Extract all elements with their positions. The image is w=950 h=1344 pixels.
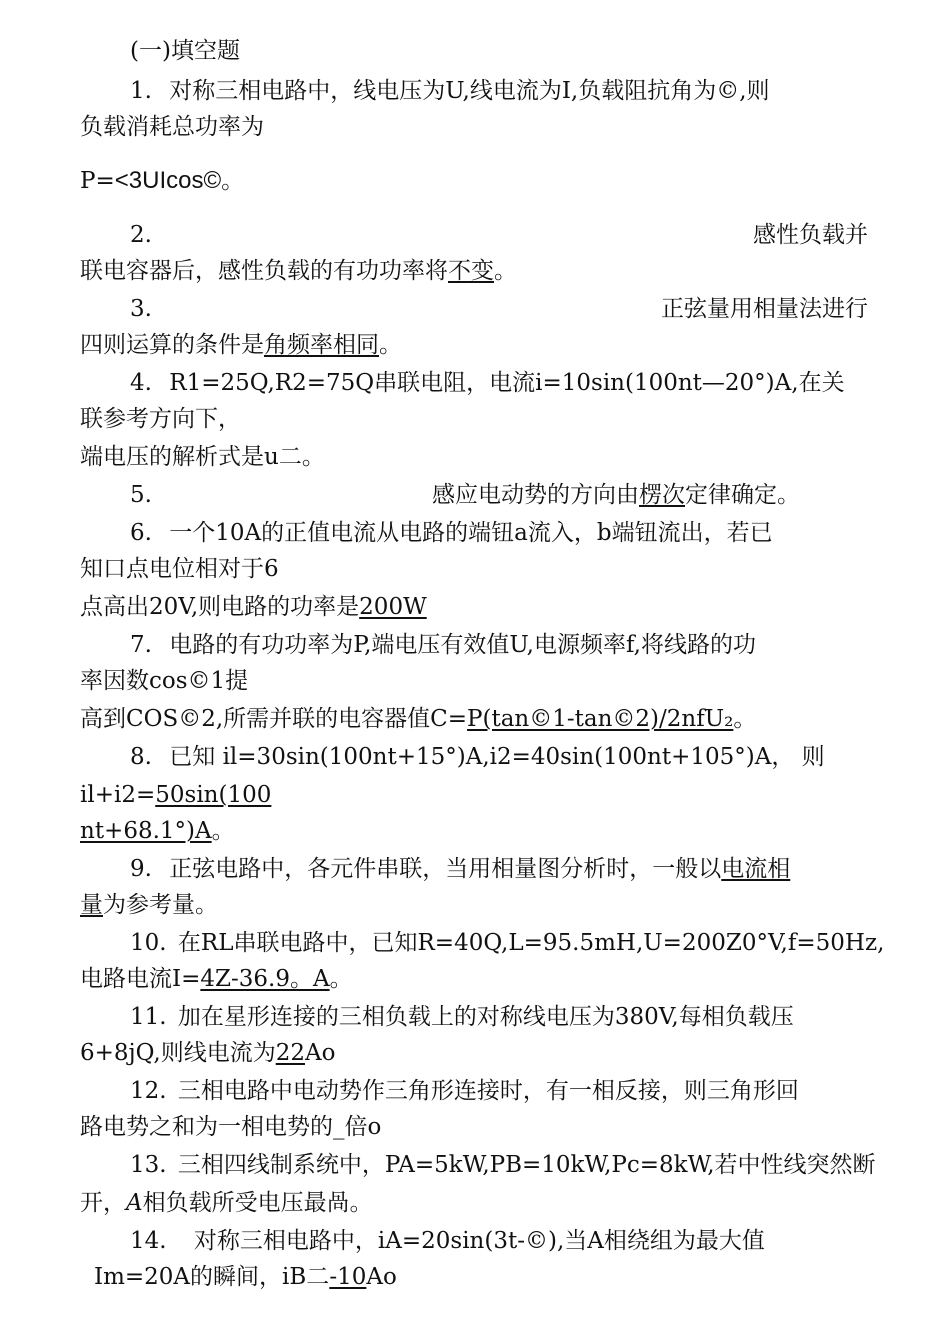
question-number: 11. <box>130 1004 167 1030</box>
question-13-line-2 <box>80 1188 373 1218</box>
question-text: 电路的有功功率为P,端电压有效值U,电源频率f,将线路的功 <box>169 632 756 658</box>
question-6-line-3 <box>80 592 427 622</box>
question-7-line-2: 率因数cos©1提 <box>80 668 249 694</box>
question-text: 。 <box>494 258 517 284</box>
question-number: 9. <box>130 856 152 882</box>
question-8-line-3 <box>80 816 235 846</box>
question-number: 1. <box>130 78 152 104</box>
question-text: 开， <box>80 1190 126 1216</box>
question-text: 三相电路中电动势作三角形连接时，有一相反接，则三角形回 <box>177 1078 799 1104</box>
question-text: 电路电流I= <box>80 966 201 992</box>
question-number: 7. <box>130 632 152 658</box>
question-text: 感应电动势的方向由 <box>432 482 639 508</box>
question-number: 10. <box>130 930 167 956</box>
question-text: R1=25Q,R2=75Q串联电阻，电流i=10sin(100nt—20°)A,在关 <box>169 370 845 396</box>
question-2-line-2 <box>80 256 517 286</box>
question-13-line-1 <box>130 1150 876 1180</box>
answer-text: -10 <box>329 1264 367 1290</box>
question-4-line-3: 端电压的解析式是u二。 <box>80 444 325 470</box>
answer-text: A <box>126 1190 143 1216</box>
question-text: 相负载所受电压最咼。 <box>142 1190 373 1216</box>
question-2-number: 2. <box>130 222 152 248</box>
question-6-line-2: 知口点电位相对于6 <box>80 556 279 582</box>
question-number: 8. <box>130 744 152 770</box>
question-text: 一个10A的正值电流从电路的端钮a流入，b端钮流出，若已 <box>169 520 773 546</box>
question-8-line-2 <box>80 780 271 810</box>
question-5-number: 5. <box>130 482 152 508</box>
question-text: 联电容器后，感性负载的有功功率将 <box>80 258 448 284</box>
question-text: 已知 il=30sin(100nt+15°)A,i2=40sin(100nt+105°)A， 则 <box>169 744 825 770</box>
answer-text: nt+68.1°)A <box>80 818 212 844</box>
question-text: Ao <box>304 1040 336 1066</box>
formula-suffix: 。 <box>221 168 245 194</box>
question-12-line-1 <box>130 1076 799 1106</box>
question-number: 13. <box>130 1152 167 1178</box>
question-text: il+i2= <box>80 782 156 808</box>
answer-text: 22 <box>275 1040 305 1066</box>
question-3-number: 3. <box>130 296 152 322</box>
question-text: 定律确定。 <box>685 482 800 508</box>
answer-text: 200W <box>359 594 427 620</box>
question-9-line-2 <box>80 890 218 920</box>
question-4-line-2: 联参考方向下， <box>80 406 241 432</box>
question-text: 。 <box>329 966 353 992</box>
answer-text: 电流相 <box>721 856 791 882</box>
question-1-line-3 <box>80 166 244 196</box>
question-11-line-2 <box>80 1038 335 1068</box>
question-6-line-1 <box>130 518 773 548</box>
question-1-line-1 <box>130 76 770 106</box>
question-9-line-1 <box>130 854 790 884</box>
question-text: 四则运算的条件是 <box>80 332 264 358</box>
question-14-line-1 <box>130 1226 765 1256</box>
question-text: 在RL串联电路中，已知R=40Q,L=95.5mH,U=200Z0°V,f=50Hz, <box>177 930 885 956</box>
question-text: 为参考量。 <box>103 892 218 918</box>
answer-text: 楞次 <box>639 482 685 508</box>
question-text: 高到COS©2,所需并联的电容器值C= <box>80 706 468 732</box>
answer-text: 50sin(100 <box>155 782 272 808</box>
question-number: 6. <box>130 520 152 546</box>
question-number: 12. <box>130 1078 167 1104</box>
question-1-line-2: 负载消耗总功率为 <box>80 114 264 140</box>
answer-text: 4Z-36.9。A <box>200 966 330 992</box>
question-10-line-2 <box>80 964 353 994</box>
question-text: 点高出20V,则电路的功率是 <box>80 594 360 620</box>
question-text: 加在星形连接的三相负载上的对称线电压为380V,每相负载压 <box>177 1004 794 1030</box>
question-text: 6+8jQ,则线电流为 <box>80 1040 276 1066</box>
formula-prefix: P= <box>80 168 115 194</box>
question-number: 14. <box>130 1228 167 1254</box>
answer-text: 角频率相同 <box>264 332 379 358</box>
question-8-line-1 <box>130 742 825 772</box>
question-7-line-1 <box>130 630 756 660</box>
answer-text: 量 <box>80 892 103 918</box>
question-10-line-1 <box>130 928 884 958</box>
question-text: 对称三相电路中，线电压为U,线电流为I,负载阻抗角为©,则 <box>169 78 770 104</box>
question-3-line-2 <box>80 330 402 360</box>
question-number: 4. <box>130 370 152 396</box>
question-text: 。 <box>733 706 757 732</box>
question-text: 。 <box>379 332 402 358</box>
question-text: 三相四线制系统中，PA=5kW,PB=10kW,Pc=8kW,若中性线突然断 <box>177 1152 876 1178</box>
power-formula: <3UIcos© <box>114 167 222 194</box>
question-text: Ao <box>366 1264 397 1290</box>
question-5-text <box>432 480 800 510</box>
section-heading: (一)填空题 <box>130 38 240 64</box>
question-12-line-2: 路电势之和为一相电势的_倍o <box>80 1114 382 1140</box>
question-4-line-1 <box>130 368 845 398</box>
question-14-line-2 <box>94 1262 397 1292</box>
question-11-line-1 <box>130 1002 794 1032</box>
question-text: 对称三相电路中，iA=20sin(3t-©),当A相绕组为最大值 <box>193 1228 765 1254</box>
question-7-line-3 <box>80 704 756 734</box>
answer-text: P(tan©1-tan©2)/2nfU₂ <box>467 706 734 732</box>
question-text: Im=20A的瞬间，iB二 <box>94 1264 330 1290</box>
question-text: 正弦电路中，各元件串联，当用相量图分析时，一般以 <box>169 856 722 882</box>
question-text: 。 <box>211 818 235 844</box>
question-3-line-1: 正弦量用相量法进行 <box>661 296 868 322</box>
question-2-line-1: 感性负载并 <box>753 222 868 248</box>
answer-text: 不变 <box>448 258 494 284</box>
